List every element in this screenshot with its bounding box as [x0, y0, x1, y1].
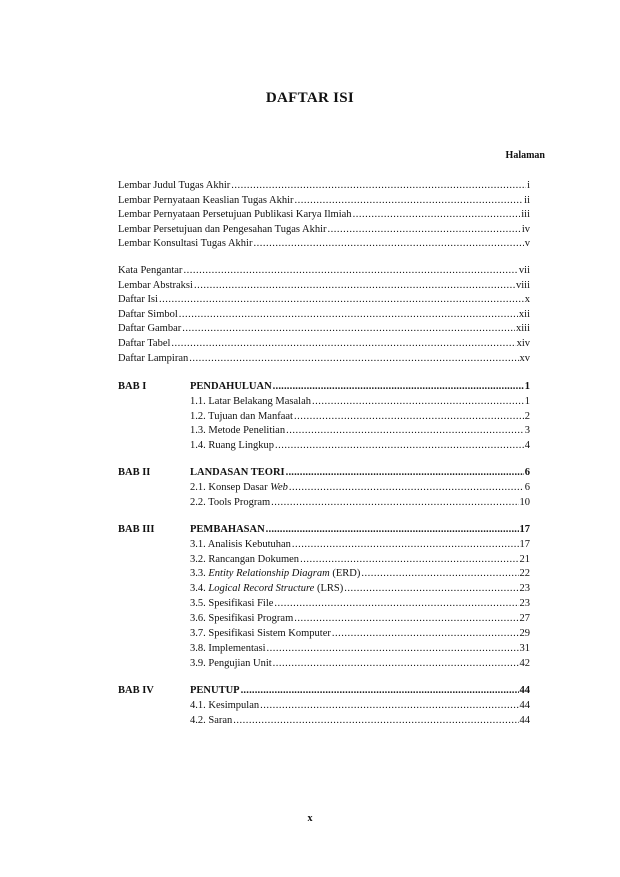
dot-leader: [273, 380, 524, 394]
toc-entry-label: 3.1. Analisis Kebutuhan: [190, 538, 291, 550]
dot-leader: [332, 627, 519, 641]
toc-entry-label: 3.6. Spesifikasi Program: [190, 613, 294, 625]
toc-entry-label: 2.2. Tools Program: [190, 496, 271, 508]
toc-entry-label: Daftar Isi: [118, 294, 158, 306]
section-entry: [190, 410, 530, 424]
dot-leader: [182, 322, 515, 336]
toc-page-number: iii: [521, 209, 530, 221]
section-entry: [190, 553, 530, 567]
section-entry: [190, 657, 530, 671]
chapter-entry: [118, 466, 530, 480]
dot-leader: [260, 699, 518, 713]
toc-entry: [118, 179, 530, 193]
toc-page-number: xiii: [515, 323, 530, 335]
toc-page-number: xii: [518, 308, 530, 320]
toc-entry-label: 3.7. Spesifikasi Sistem Komputer: [190, 628, 331, 639]
dot-leader: [353, 208, 521, 222]
section-entry: [190, 567, 530, 581]
chapter-page-number: 6: [524, 467, 530, 478]
chapter-entry: [118, 523, 530, 537]
toc-entry: [118, 208, 530, 222]
chapter-number: BAB I: [118, 381, 147, 392]
toc-page-number: 29: [519, 628, 530, 639]
dot-leader: [159, 293, 524, 307]
toc-entry: [118, 194, 530, 208]
toc-entry-label: Lembar Abstraksi: [118, 279, 193, 291]
toc-page-number: 31: [519, 642, 530, 654]
toc-entry-label: 3.9. Pengujian Unit: [190, 657, 272, 669]
dot-leader: [344, 582, 518, 596]
toc-entry-label: Kata Pengantar: [118, 265, 183, 276]
toc-page-number: 42: [519, 657, 530, 669]
toc-entry-label: 1.1. Latar Belakang Masalah: [190, 395, 311, 407]
section-entry: [190, 582, 530, 596]
chapter-number: BAB II: [118, 467, 151, 478]
toc-entry-label: 1.3. Metode Penelitian: [190, 425, 286, 437]
toc-entry-label: 3.5. Spesifikasi File: [190, 598, 274, 610]
toc-entry-label: Lembar Pernyataan Keaslian Tugas Akhir: [118, 194, 294, 206]
toc-page-number: 1: [524, 395, 530, 407]
toc-entry-label: 3.2. Rancangan Dokumen: [190, 553, 300, 565]
toc-entry-label: 3.8. Implementasi: [190, 642, 266, 654]
toc-page-number: 2: [524, 410, 530, 422]
dot-leader: [231, 179, 526, 193]
dot-leader: [289, 481, 524, 495]
dot-leader: [253, 237, 523, 251]
dot-leader: [274, 597, 518, 611]
section-entry: [190, 597, 530, 611]
toc-page-number: x: [524, 294, 530, 306]
chapter-page-number: 17: [519, 524, 530, 535]
toc-page-number: 10: [519, 496, 530, 508]
toc-page-number: xiv: [516, 338, 530, 349]
page-number: x: [307, 813, 313, 824]
toc-entry: [118, 264, 530, 278]
dot-leader: [267, 642, 519, 656]
chapter-title: LANDASAN TEORI: [190, 467, 285, 478]
toc-entry: [118, 322, 530, 336]
toc-page-number: xv: [519, 352, 530, 364]
dot-leader: [300, 553, 518, 567]
toc-entry: [118, 223, 530, 237]
dot-leader: [294, 612, 518, 626]
toc-entry: [118, 279, 530, 293]
toc-entry-label: Daftar Tabel: [118, 338, 171, 349]
dot-leader: [294, 410, 524, 424]
chapter-entry: [118, 380, 530, 394]
section-entry: [190, 642, 530, 656]
chapter-title: PENDAHULUAN: [190, 381, 272, 392]
dot-leader: [233, 714, 518, 728]
toc-page-number: viii: [515, 279, 530, 291]
toc-entry: [118, 237, 530, 251]
chapter-page-number: 1: [524, 381, 530, 392]
dot-leader: [286, 466, 524, 480]
toc-page-number: 4: [524, 440, 530, 452]
dot-leader: [183, 264, 517, 278]
italic-term: Web: [270, 481, 288, 493]
toc-entry-label: 3.4. Logical Record Structure (LRS): [190, 583, 344, 595]
toc-entry: [118, 308, 530, 322]
page-title: DAFTAR ISI: [265, 90, 355, 106]
dot-leader: [292, 538, 519, 552]
toc-entry-label: Daftar Simbol: [118, 308, 178, 320]
toc-page-number: 6: [524, 481, 530, 493]
toc-entry: [118, 352, 530, 366]
toc-entry-label: Lembar Judul Tugas Akhir: [118, 180, 231, 191]
toc-entry-label: 4.1. Kesimpulan: [190, 699, 260, 711]
halaman-label: Halaman: [505, 150, 545, 161]
toc-page-number: 44: [519, 714, 530, 726]
dot-leader: [194, 279, 515, 293]
section-entry: [190, 439, 530, 453]
section-entry: [190, 699, 530, 713]
section-entry: [190, 538, 530, 552]
toc-page-number: 27: [519, 613, 530, 625]
italic-term: Entity Relationship Diagram: [208, 568, 330, 580]
section-entry: [190, 395, 530, 409]
dot-leader: [295, 194, 524, 208]
toc-entry-label: 1.4. Ruang Lingkup: [190, 440, 274, 452]
toc-entry-label: 3.3. Entity Relationship Diagram (ERD): [190, 568, 361, 580]
toc-entry-label: Daftar Gambar: [118, 323, 182, 335]
italic-term: Logical Record Structure: [208, 583, 315, 595]
toc-page-number: 22: [519, 568, 530, 580]
chapter-number: BAB III: [118, 524, 155, 535]
chapter-entry: [118, 684, 530, 698]
toc-page-number: 17: [519, 538, 530, 550]
toc-page-number: iv: [521, 223, 530, 235]
toc-page-number: 23: [519, 583, 530, 595]
section-entry: [190, 481, 530, 495]
chapter-title: PENUTUP: [190, 685, 240, 696]
section-entry: [190, 424, 530, 438]
dot-leader: [189, 352, 518, 366]
toc-page-number: vii: [518, 265, 530, 276]
dot-leader: [328, 223, 521, 237]
toc-entry-label: Lembar Persetujuan dan Pengesahan Tugas Akhir: [118, 223, 327, 235]
dot-leader: [266, 523, 519, 537]
dot-leader: [271, 496, 518, 510]
toc-page-number: v: [524, 238, 530, 250]
section-entry: [190, 612, 530, 626]
dot-leader: [275, 439, 524, 453]
toc-page-number: 3: [524, 425, 530, 437]
section-entry: [190, 714, 530, 728]
dot-leader: [286, 424, 524, 438]
toc-page-number: 44: [519, 699, 530, 711]
toc-page-number: i: [527, 180, 530, 191]
dot-leader: [312, 395, 524, 409]
dot-leader: [241, 684, 519, 698]
chapter-page-number: 44: [519, 685, 530, 696]
section-entry: [190, 627, 530, 641]
toc-entry-label: 2.1. Konsep Dasar Web: [190, 481, 288, 493]
dot-leader: [179, 308, 518, 322]
dot-leader: [273, 657, 519, 671]
toc-entry-label: Lembar Konsultasi Tugas Akhir: [118, 238, 253, 250]
toc-entry-label: Lembar Pernyataan Persetujuan Publikasi Karya Ilmiah: [118, 209, 352, 221]
toc-entry: [118, 293, 530, 307]
toc-page-number: 23: [519, 598, 530, 610]
chapter-number: BAB IV: [118, 685, 154, 696]
toc-page-number: 21: [519, 553, 530, 565]
dot-leader: [361, 567, 518, 581]
dot-leader: [171, 337, 515, 351]
chapter-title: PEMBAHASAN: [190, 524, 265, 535]
section-entry: [190, 496, 530, 510]
toc-page-number: ii: [524, 194, 530, 206]
toc-entry: [118, 337, 530, 351]
toc-entry-label: 4.2. Saran: [190, 714, 233, 726]
toc-entry-label: Daftar Lampiran: [118, 352, 189, 364]
toc-entry-label: 1.2. Tujuan dan Manfaat: [190, 410, 293, 422]
